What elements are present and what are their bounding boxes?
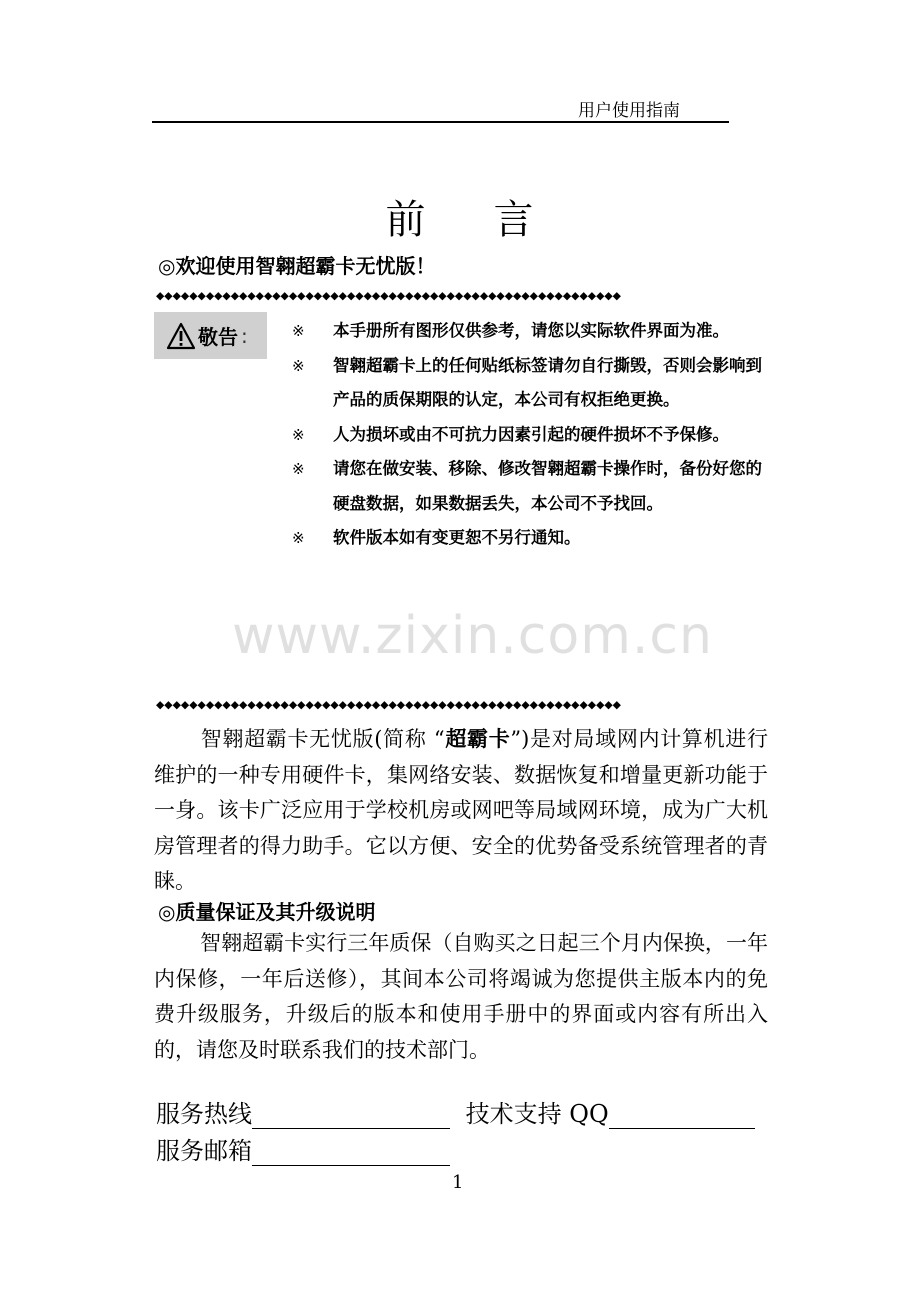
warning-notes xyxy=(292,314,772,556)
contact-line-1 xyxy=(156,1094,755,1129)
quality-heading: ◎质量保证及其升级说明 xyxy=(158,900,376,924)
qq-label: 技术支持 QQ xyxy=(465,1100,609,1128)
warning-label: 敬告 xyxy=(198,325,238,349)
note-text: 本手册所有图形仅供参考，请您以实际软件界面为准。 xyxy=(333,321,729,340)
watermark: www.zixin.com.cn xyxy=(232,606,713,666)
hotline-label: 服务热线 xyxy=(156,1100,252,1128)
warning-colon: : xyxy=(241,323,248,348)
quality-text: 智翱超霸卡实行三年质保（自购买之日起三个月内保换，一年内保修，一年后送修），其间本公司将竭诚为您提供主版本内的免费升级服务，升级后的版本和使用手册中的界面或内容有所出入的，请您及时联系我们的技术部门。 xyxy=(154,931,768,1062)
welcome-heading: ◎欢迎使用智翱超霸卡无忧版！ xyxy=(158,254,436,278)
running-header: 用户使用指南 xyxy=(578,101,680,121)
intro-bold-term: 超霸卡 xyxy=(444,727,511,751)
note-bullet: ※ xyxy=(292,356,305,375)
bottom-divider: ◆◆◆◆◆◆◆◆◆◆◆◆◆◆◆◆◆◆◆◆◆◆◆◆◆◆◆◆◆◆◆◆◆◆◆◆◆◆◆◆◆◆◆◆◆◆◆◆◆◆◆◆◆◆◆◆ xyxy=(156,698,621,711)
note-bullet: ※ xyxy=(292,529,305,547)
warning-note xyxy=(292,521,772,556)
warning-note xyxy=(292,418,772,453)
email-label: 服务邮箱 xyxy=(156,1137,252,1165)
email-blank xyxy=(252,1139,450,1166)
top-divider: ◆◆◆◆◆◆◆◆◆◆◆◆◆◆◆◆◆◆◆◆◆◆◆◆◆◆◆◆◆◆◆◆◆◆◆◆◆◆◆◆◆◆◆◆◆◆◆◆◆◆◆◆◆◆◆◆ xyxy=(156,289,621,302)
intro-text-start: 智翱超霸卡无忧版(简称 “ xyxy=(200,727,445,751)
warning-note xyxy=(292,452,772,521)
warning-triangle-icon xyxy=(166,321,196,351)
warning-note xyxy=(292,314,772,349)
hotline-blank xyxy=(252,1102,450,1129)
page-number: 1 xyxy=(452,1172,464,1193)
note-text: 智翱超霸卡上的任何贴纸标签请勿自行撕毁，否则会影响到产品的质保期限的认定，本公司有权拒绝更换。 xyxy=(333,355,762,409)
warning-badge xyxy=(154,312,267,359)
note-bullet: ※ xyxy=(292,322,305,340)
note-text: 请您在做安装、移除、修改智翱超霸卡操作时，备份好您的硬盘数据，如果数据丢失，本公司不予找回。 xyxy=(333,459,762,513)
qq-blank xyxy=(609,1102,755,1129)
note-bullet: ※ xyxy=(292,425,305,444)
warning-note xyxy=(292,349,772,418)
note-text: 软件版本如有变更恕不另行通知。 xyxy=(333,528,581,547)
intro-text-rest: ”)是对局域网内计算机进行维护的一种专用硬件卡，集网络安装、数据恢复和增量更新功能于一身。该卡广泛应用于学校机房或网吧等局域网环境，成为广大机房管理者的得力助手。它以方便、安全的优势备受系统管理者的青睐。 xyxy=(154,727,768,893)
note-text: 人为损坏或由不可抗力因素引起的硬件损坏不予保修。 xyxy=(333,424,729,444)
quality-paragraph xyxy=(154,926,768,1068)
contact-line-2 xyxy=(156,1131,450,1166)
note-bullet: ※ xyxy=(292,460,305,478)
intro-paragraph xyxy=(154,722,768,900)
header-rule xyxy=(152,121,729,123)
page-title: 前言 xyxy=(385,197,602,243)
